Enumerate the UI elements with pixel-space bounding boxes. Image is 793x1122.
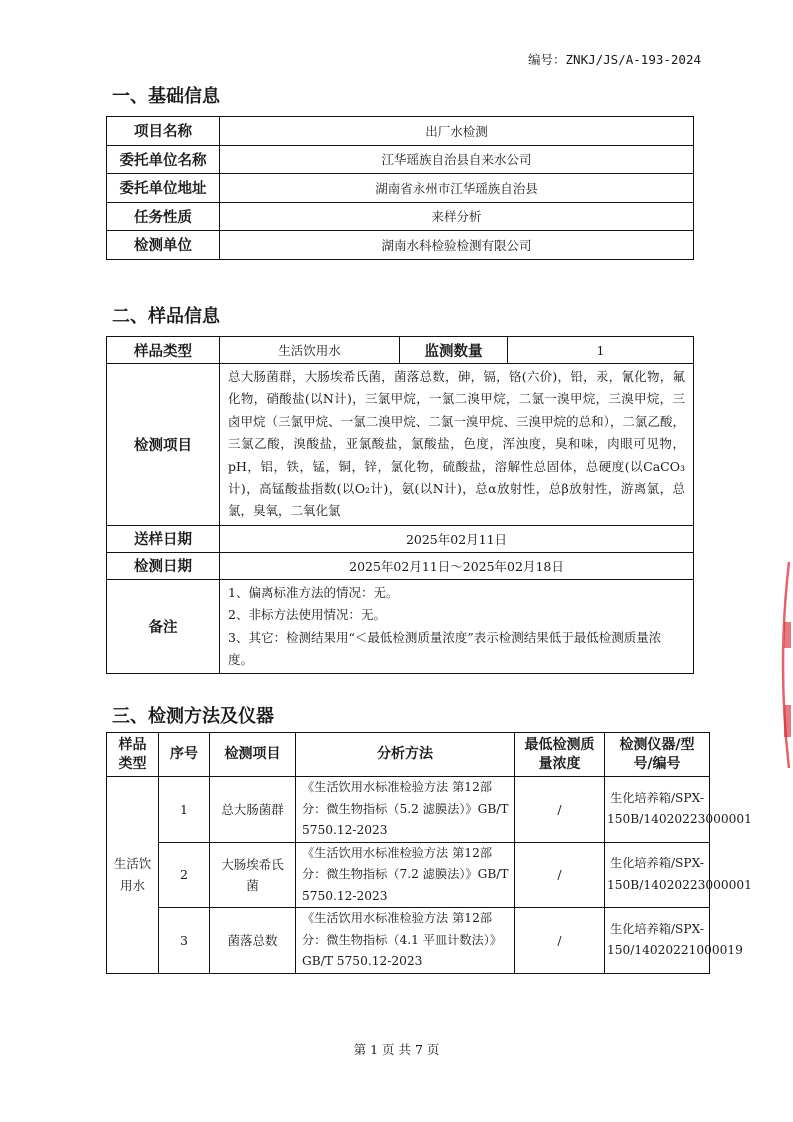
serial-no: 2 bbox=[159, 842, 210, 908]
instrument: 生化培养箱/SPX-150/14020221000019 bbox=[605, 908, 710, 974]
table-row bbox=[107, 231, 694, 260]
table-row bbox=[107, 842, 710, 908]
client-name-label: 委托单位名称 bbox=[107, 145, 220, 174]
table-row bbox=[107, 777, 710, 843]
table-header-row bbox=[107, 733, 710, 777]
detection-limit: / bbox=[515, 842, 605, 908]
send-date-label: 送样日期 bbox=[107, 525, 220, 552]
task-nature-value: 来样分析 bbox=[220, 202, 694, 231]
seal-stamp-edge bbox=[775, 560, 793, 770]
testing-unit-label: 检测单位 bbox=[107, 231, 220, 260]
table-row bbox=[107, 525, 694, 552]
test-date-label: 检测日期 bbox=[107, 552, 220, 579]
sample-info-table bbox=[106, 336, 694, 674]
project-name-value: 出厂水检测 bbox=[220, 117, 694, 146]
header-test-item: 检测项目 bbox=[210, 733, 296, 777]
sample-type-label: 样品类型 bbox=[107, 337, 220, 364]
test-date-value: 2025年02月11日～2025年02月18日 bbox=[220, 552, 694, 579]
analysis-method: 《生活饮用水标准检验方法 第12部分：微生物指标（5.2 滤膜法）》GB/T 5750.12-2023 bbox=[296, 777, 515, 843]
header-analysis-method: 分析方法 bbox=[296, 733, 515, 777]
client-address-value: 湖南省永州市江华瑶族自治县 bbox=[220, 174, 694, 203]
test-item: 大肠埃希氏菌 bbox=[210, 842, 296, 908]
client-name-value: 江华瑶族自治县自来水公司 bbox=[220, 145, 694, 174]
instrument: 生化培养箱/SPX-150B/14020223000001 bbox=[605, 842, 710, 908]
test-item: 菌落总数 bbox=[210, 908, 296, 974]
monitor-count-label: 监测数量 bbox=[400, 337, 508, 364]
sample-type-value: 生活饮用水 bbox=[220, 337, 400, 364]
instrument: 生化培养箱/SPX-150B/14020223000001 bbox=[605, 777, 710, 843]
detection-limit: / bbox=[515, 908, 605, 974]
send-date-value: 2025年02月11日 bbox=[220, 525, 694, 552]
page-footer: 第 1 页 共 7 页 bbox=[353, 1042, 440, 1057]
remark-line: 2、非标方法使用情况：无。 bbox=[228, 607, 386, 623]
table-row bbox=[107, 552, 694, 579]
remark-line: 3、其它：检测结果用“＜最低检测质量浓度”表示检测结果低于最低检测质量浓度。 bbox=[228, 629, 662, 668]
document-number: 编号：ZNKJ/JS/A-193-2024 bbox=[528, 52, 701, 67]
section-title-basic-info: 一、基础信息 bbox=[112, 86, 220, 107]
sample-type-cell: 生活饮用水 bbox=[107, 777, 159, 974]
table-row bbox=[107, 364, 694, 526]
analysis-method: 《生活饮用水标准检验方法 第12部分：微生物指标（4.1 平皿计数法）》GB/T 5750.12-2023 bbox=[296, 908, 515, 974]
table-row bbox=[107, 908, 710, 974]
table-row bbox=[107, 174, 694, 203]
basic-info-table bbox=[106, 116, 694, 260]
client-address-label: 委托单位地址 bbox=[107, 174, 220, 203]
serial-no: 1 bbox=[159, 777, 210, 843]
table-row bbox=[107, 579, 694, 674]
table-row bbox=[107, 145, 694, 174]
test-items-value: 总大肠菌群，大肠埃希氏菌，菌落总数，砷，镉，铬(六价)，铅，汞，氰化物，氟化物，硝酸盐(以N计)，三氯甲烷，一氯二溴甲烷，二氯一溴甲烷，三溴甲烷，三卤甲烷（三氯甲烷、一氯二溴甲烷、二氯一溴甲烷、三溴甲烷的总和），二氯乙酸，三氯乙酸，溴酸盐，亚氯酸盐，氯酸盐，色度，浑浊度，臭和味，肉眼可见物，pH，铝，铁，锰，铜，锌，氯化物，硫酸盐，溶解性总固体，总硬度(以CaCO₃计)，高锰酸盐指数(以O₂计)，氨(以N计)，总α放射性，总β放射性，游离氯，总氯，臭氧，二氧化氯 bbox=[220, 364, 694, 526]
remark-line: 1、偏离标准方法的情况：无。 bbox=[228, 584, 399, 600]
table-row bbox=[107, 202, 694, 231]
header-serial-no: 序号 bbox=[159, 733, 210, 777]
serial-no: 3 bbox=[159, 908, 210, 974]
testing-unit-value: 湖南水科检验检测有限公司 bbox=[220, 231, 694, 260]
header-detection-limit: 最低检测质量浓度 bbox=[515, 733, 605, 777]
header-sample-type: 样品类型 bbox=[107, 733, 159, 777]
detection-limit: / bbox=[515, 777, 605, 843]
table-row bbox=[107, 337, 694, 364]
header-instrument: 检测仪器/型号/编号 bbox=[605, 733, 710, 777]
test-item: 总大肠菌群 bbox=[210, 777, 296, 843]
test-items-label: 检测项目 bbox=[107, 364, 220, 526]
methods-table bbox=[106, 732, 752, 974]
monitor-count-value: 1 bbox=[508, 337, 694, 364]
section-title-methods: 三、检测方法及仪器 bbox=[112, 706, 274, 727]
task-nature-label: 任务性质 bbox=[107, 202, 220, 231]
table-row bbox=[107, 117, 694, 146]
section-title-sample-info: 二、样品信息 bbox=[112, 306, 220, 327]
remarks-value bbox=[220, 579, 694, 674]
analysis-method: 《生活饮用水标准检验方法 第12部分：微生物指标（7.2 滤膜法）》GB/T 5750.12-2023 bbox=[296, 842, 515, 908]
project-name-label: 项目名称 bbox=[107, 117, 220, 146]
remarks-label: 备注 bbox=[107, 579, 220, 674]
